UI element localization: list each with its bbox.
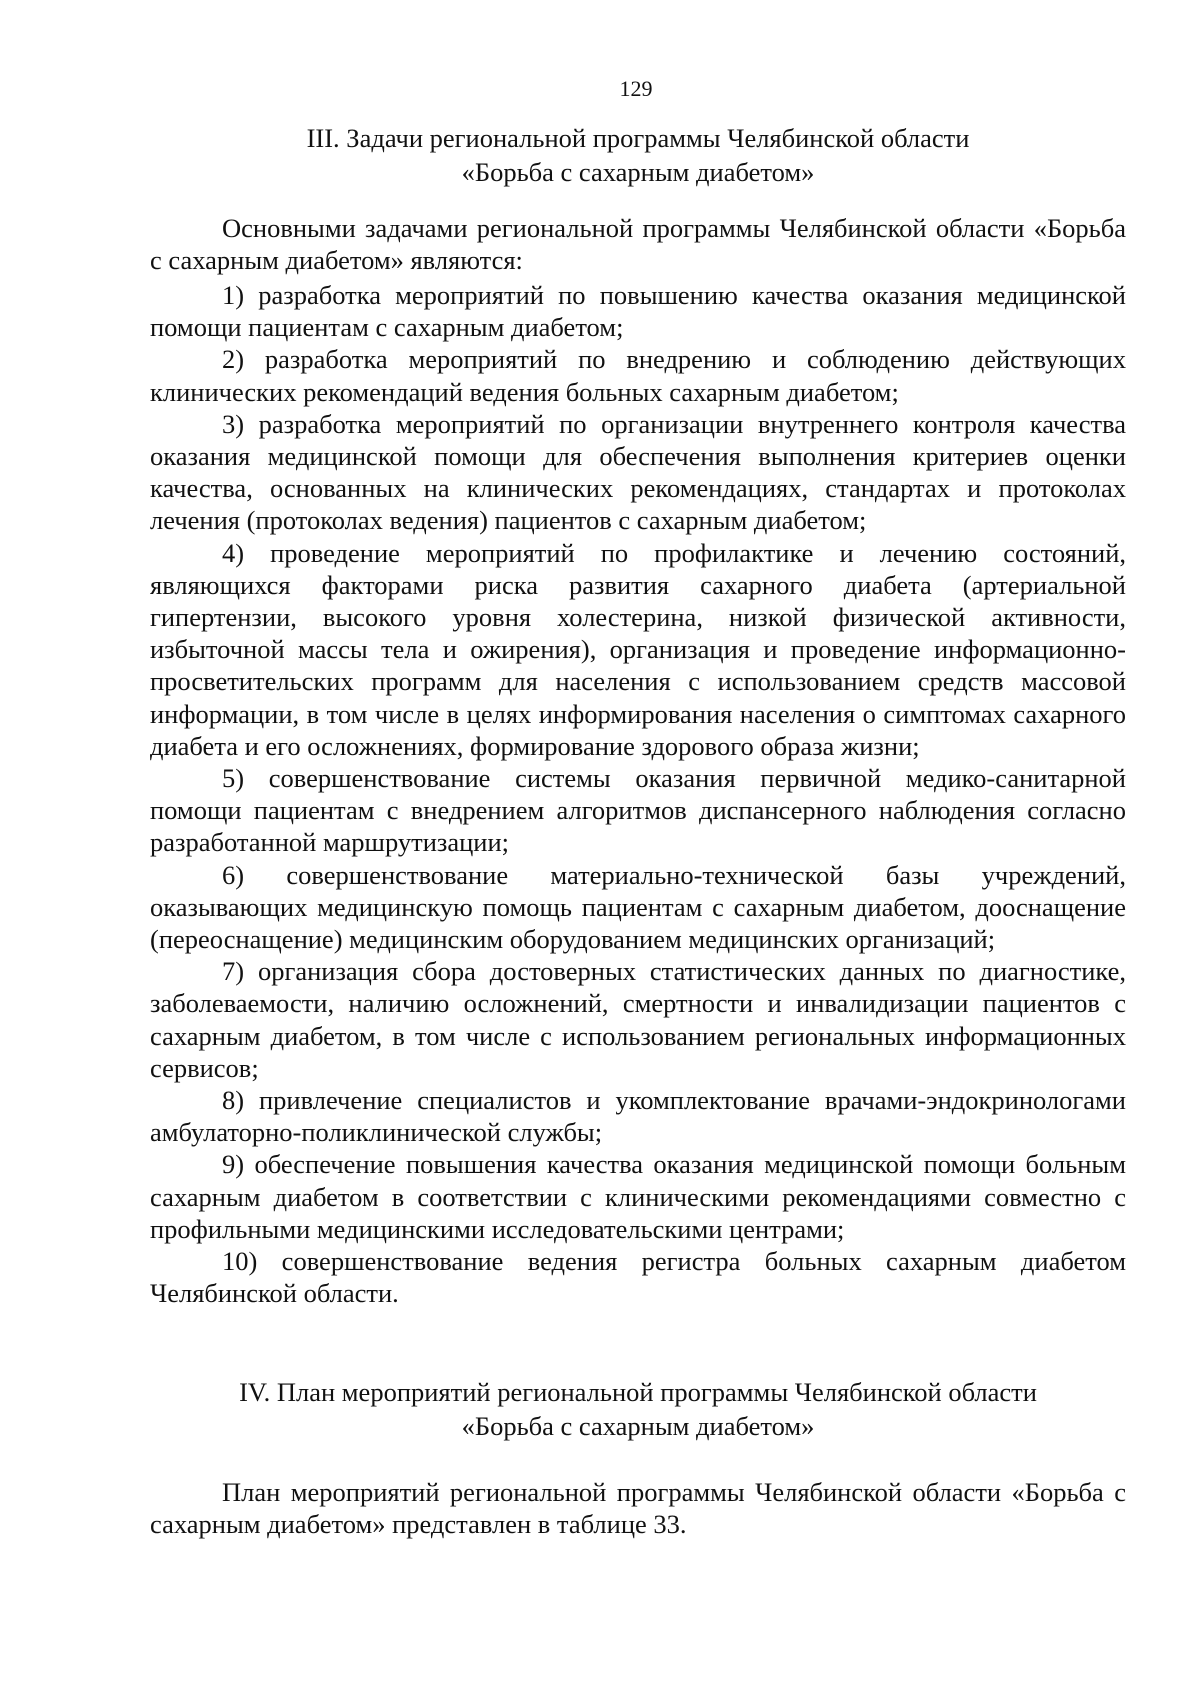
task-item-6: 6) совершенствование материально-технической базы учреждений, оказывающих медицинскую помощь пациентам с сахарным диабетом, дооснащение (переоснащение) медицинским оборудованием медицинских организаций; <box>150 859 1126 955</box>
section-4-heading-line-2: «Борьба с сахарным диабетом» <box>461 1411 815 1441</box>
task-item-1: 1) разработка мероприятий по повышению качества оказания медицинской помощи пациентам с сахарным диабетом; <box>150 280 1126 343</box>
section-3-intro-block <box>150 212 1126 276</box>
page-number: 129 <box>619 76 653 101</box>
task-item-8: 8) привлечение специалистов и укомплектование врачами-эндокринологами амбулаторно-поликлинической службы; <box>150 1085 1126 1148</box>
section-4-text: План мероприятий региональной программы Челябинской области «Борьба с сахарным диабетом» представлен в таблице 33. <box>150 1477 1126 1540</box>
section-3-heading-line-1: III. Задачи региональной программы Челябинской области <box>306 123 970 153</box>
task-item-3: 3) разработка мероприятий по организации внутреннего контроля качества оказания медицинской помощи для обеспечения выполнения критериев оценки качества, основанных на клинических рекомендациях, стандартах и протоколах лечения (протоколах ведения) пациентов с сахарным диабетом; <box>150 408 1126 536</box>
section-4-heading <box>150 1375 1126 1443</box>
task-item-7: 7) организация сбора достоверных статистических данных по диагностике, заболеваемости, наличию осложнений, смертности и инвалидизации пациентов с сахарным диабетом, в том числе с использованием региональных информационных сервисов; <box>150 956 1126 1083</box>
section-4-text-block <box>150 1476 1126 1540</box>
task-item-2: 2) разработка мероприятий по внедрению и соблюдению действующих клинических рекомендаций ведения больных сахарным диабетом; <box>150 344 1126 407</box>
task-item-10: 10) совершенствование ведения регистра больных сахарным диабетом Челябинской области. <box>150 1246 1126 1309</box>
section-3-heading <box>150 121 1126 189</box>
section-4-heading-line-1: IV. План мероприятий региональной программы Челябинской области <box>239 1377 1037 1407</box>
task-item-9: 9) обеспечение повышения качества оказания медицинской помощи больным сахарным диабетом в соответствии с клиническими рекомендациями совместно с профильными медицинскими исследовательскими центрами; <box>150 1149 1126 1244</box>
task-item-5: 5) совершенствование системы оказания первичной медико-санитарной помощи пациентам с внедрением алгоритмов диспансерного наблюдения согласно разработанной маршрутизации; <box>150 763 1126 858</box>
task-item-4: 4) проведение мероприятий по профилактике и лечению состояний, являющихся факторами риска развития сахарного диабета (артериальной гипертензии, высокого уровня холестерина, низкой физической активности, избыточной массы тела и ожирения), организация и проведение информационно-просветительских программ для населения с использованием средств массовой информации, в том числе в целях информирования населения о симптомах сахарного диабета и его осложнениях, формирование здорового образа жизни; <box>150 537 1126 761</box>
section-3-heading-line-2: «Борьба с сахарным диабетом» <box>461 157 815 187</box>
section-3-intro: Основными задачами региональной программы Челябинской области «Борьба с сахарным диабетом» являются: <box>150 213 1126 276</box>
tasks-list <box>150 279 1126 1310</box>
